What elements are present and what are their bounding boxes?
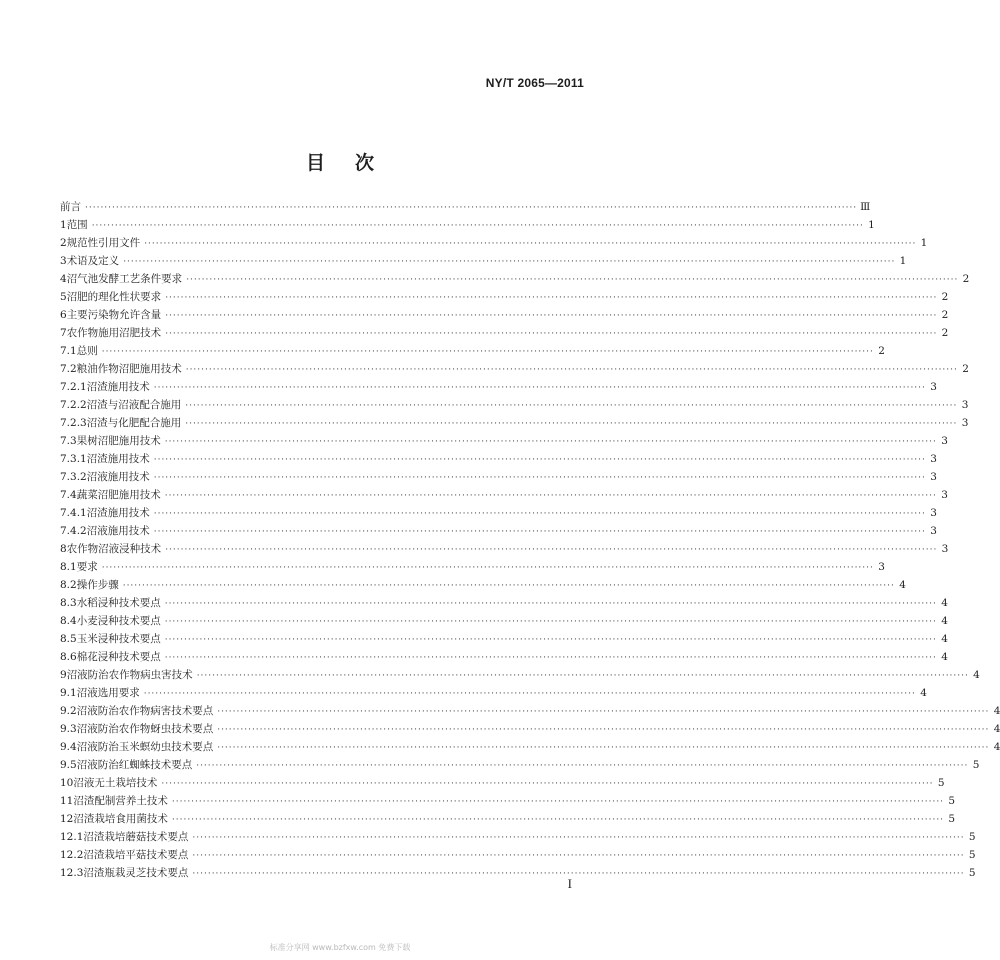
toc-entry-number: 7.4.1	[60, 507, 87, 519]
dot-leader: ········································································································································································································	[153, 527, 926, 537]
toc-entry-label: 玉米浸种技术要点	[76, 633, 161, 645]
standard-code: NY/T 2065—2011	[485, 76, 584, 90]
toc-entry[interactable]	[60, 288, 949, 306]
toc-entry-number: 8.6	[60, 651, 77, 663]
table-of-contents	[60, 198, 1000, 882]
toc-entry-page: 3	[941, 435, 948, 447]
toc-entry-number: 9.1	[60, 687, 77, 699]
toc-entry-number: 7.3.2	[60, 471, 87, 483]
toc-entry-number: 9.4	[60, 741, 77, 753]
toc-entry-number: 7.3	[60, 435, 77, 447]
toc-entry-page: 3	[878, 561, 885, 573]
toc-entry[interactable]	[60, 342, 885, 360]
toc-entry-page: 3	[930, 471, 937, 483]
toc-entry-label: 前言	[60, 201, 81, 213]
toc-entry-page: 2	[941, 327, 949, 339]
toc-entry-number: 12.1	[60, 831, 84, 843]
toc-entry-page: 4	[941, 615, 948, 627]
toc-entry-number: 1	[60, 219, 67, 231]
toc-entry-label: 沼渣施用技术	[86, 507, 150, 519]
dot-leader: ········································································································································································································	[192, 833, 965, 843]
toc-entry-number: 7.4	[60, 489, 77, 501]
toc-entry[interactable]	[60, 738, 1000, 756]
toc-entry-page: 5	[968, 867, 976, 879]
toc-entry-label: 沼渣栽培蘑菇技术要点	[83, 831, 189, 843]
dot-leader: ········································································································································································································	[164, 599, 937, 609]
dot-leader: ········································································································································································································	[171, 815, 945, 825]
dot-leader: ········································································································································································································	[122, 581, 895, 591]
toc-entry[interactable]	[60, 846, 976, 864]
dot-leader: ········································································································································································································	[165, 545, 938, 555]
dot-leader: ········································································································································································································	[101, 347, 874, 357]
toc-entry-number: 9.3	[60, 723, 77, 735]
dot-leader: ········································································································································································································	[153, 383, 926, 393]
toc-entry-page: 1	[920, 237, 928, 249]
toc-entry-page: 1	[868, 219, 875, 231]
dot-leader: ········································································································································································································	[196, 761, 969, 771]
toc-entry-number: 7.4.2	[60, 525, 87, 537]
toc-entry-number: 4	[60, 273, 67, 285]
toc-entry-label: 农作物施用沼肥技术	[66, 327, 162, 339]
toc-entry[interactable]	[60, 252, 907, 270]
toc-entry-number: 7.3.1	[60, 453, 87, 465]
toc-entry[interactable]	[60, 810, 956, 828]
toc-entry[interactable]	[60, 576, 906, 594]
dot-leader: ········································································································································································································	[144, 239, 917, 249]
toc-entry[interactable]	[60, 558, 885, 576]
toc-entry-page: 3	[930, 453, 937, 465]
toc-entry[interactable]	[60, 612, 948, 630]
dot-leader: ········································································································································································································	[164, 617, 937, 627]
toc-entry-number: 7.2.2	[60, 399, 87, 411]
toc-entry-page: 4	[899, 579, 906, 591]
toc-entry-label: 沼液无土栽培技术	[73, 777, 158, 789]
toc-entry-number: 7.1	[60, 345, 77, 357]
toc-entry-label: 蔬菜沼肥施用技术	[76, 489, 161, 501]
toc-entry-label: 沼渣施用技术	[86, 453, 150, 465]
toc-entry-label: 沼气池发酵工艺条件要求	[66, 273, 183, 285]
toc-entry[interactable]	[60, 198, 871, 216]
toc-entry-number: 10	[60, 777, 74, 789]
dot-leader: ········································································································································································································	[217, 743, 990, 753]
dot-leader: ········································································································································································································	[85, 203, 858, 213]
toc-entry-number: 7	[60, 327, 67, 339]
toc-entry-label: 沼渣与沼液配合施用	[86, 399, 182, 411]
toc-entry-label: 小麦浸种技术要点	[76, 615, 161, 627]
toc-entry-page: 5	[968, 849, 976, 861]
toc-entry-number: 8.1	[60, 561, 77, 573]
dot-leader: ········································································································································································································	[164, 437, 937, 447]
toc-entry[interactable]	[60, 648, 948, 666]
toc-entry[interactable]	[60, 396, 969, 414]
toc-entry-label: 沼渣配制营养土技术	[73, 795, 168, 807]
toc-entry[interactable]	[60, 504, 937, 522]
dot-leader: ········································································································································································································	[185, 401, 958, 411]
dot-leader: ········································································································································································································	[164, 635, 937, 645]
toc-entry[interactable]	[60, 324, 949, 342]
dot-leader: ········································································································································································································	[185, 365, 958, 375]
dot-leader: ········································································································································································································	[123, 257, 896, 267]
toc-entry-page: 3	[941, 543, 949, 555]
toc-entry-label: 沼液防治红蜘蛛技术要点	[76, 759, 193, 771]
dot-leader: ········································································································································································································	[196, 671, 969, 681]
toc-entry-label: 水稻浸种技术要点	[76, 597, 161, 609]
toc-entry-label: 范围	[66, 219, 88, 231]
toc-entry-label: 沼液防治农作物病害技术要点	[76, 705, 214, 717]
toc-entry[interactable]	[60, 792, 956, 810]
toc-entry-page: 3	[930, 507, 937, 519]
toc-entry-label: 沼渣栽培平菇技术要点	[83, 849, 189, 861]
toc-entry-page: 4	[941, 651, 948, 663]
toc-entry-number: 8.2	[60, 579, 77, 591]
toc-entry[interactable]	[60, 360, 969, 378]
dot-leader: ········································································································································································································	[91, 221, 864, 231]
toc-entry-page: 3	[930, 381, 937, 393]
toc-entry-page: 4	[941, 597, 948, 609]
toc-entry-page: 4	[973, 669, 980, 681]
toc-entry-label: 沼液防治农作物蚜虫技术要点	[76, 723, 214, 735]
toc-entry[interactable]	[60, 306, 949, 324]
toc-entry-page: 5	[948, 795, 956, 807]
toc-entry-page: 2	[962, 273, 970, 285]
toc-entry[interactable]	[60, 864, 976, 882]
toc-entry-label: 沼渣瓶栽灵芝技术要点	[83, 867, 189, 879]
toc-entry-label: 沼液防治玉米螟幼虫技术要点	[76, 741, 214, 753]
toc-entry-number: 9.2	[60, 705, 77, 717]
toc-entry[interactable]	[60, 828, 976, 846]
toc-entry-page: 2	[962, 363, 969, 375]
toc-entry-label: 沼肥的理化性状要求	[66, 291, 162, 303]
toc-entry-label: 农作物沼液浸种技术	[66, 543, 162, 555]
toc-entry-label: 果树沼肥施用技术	[76, 435, 161, 447]
toc-entry-page: 3	[930, 525, 937, 537]
toc-entry-page: 4	[920, 687, 927, 699]
toc-entry-label: 沼渣栽培食用菌技术	[73, 813, 168, 825]
dot-leader: ········································································································································································································	[161, 779, 934, 789]
toc-entry[interactable]	[60, 666, 980, 684]
toc-entry[interactable]	[60, 684, 927, 702]
toc-entry-number: 8.4	[60, 615, 77, 627]
page-title: 目次	[305, 152, 404, 174]
toc-entry-label: 主要污染物允许含量	[66, 309, 162, 321]
toc-entry-label: 粮油作物沼肥施用技术	[76, 363, 182, 375]
dot-leader: ········································································································································································································	[171, 797, 945, 807]
toc-entry-page: 5	[968, 831, 976, 843]
dot-leader: ········································································································································································································	[186, 275, 959, 285]
toc-entry-page: 4	[993, 723, 1000, 735]
dot-leader: ········································································································································································································	[217, 707, 990, 717]
toc-entry[interactable]	[60, 468, 937, 486]
toc-entry-page: 3	[941, 489, 948, 501]
toc-entry-page: 4	[941, 633, 948, 645]
toc-entry-page: 2	[941, 291, 949, 303]
toc-entry[interactable]	[60, 270, 970, 288]
page-number: I	[567, 876, 572, 891]
toc-entry-number: 12.2	[60, 849, 84, 861]
toc-entry-label: 总则	[76, 345, 98, 357]
dot-leader: ········································································································································································································	[164, 653, 937, 663]
toc-entry[interactable]	[60, 594, 948, 612]
toc-entry[interactable]	[60, 432, 948, 450]
dot-leader: ········································································································································································································	[143, 689, 916, 699]
toc-entry-number: 9.5	[60, 759, 77, 771]
toc-entry-page: Ⅲ	[860, 201, 871, 213]
toc-entry-page: 1	[899, 255, 907, 267]
dot-leader: ········································································································································································································	[101, 563, 874, 573]
toc-entry[interactable]	[60, 450, 937, 468]
dot-leader: ········································································································································································································	[192, 869, 965, 879]
toc-entry[interactable]	[60, 540, 949, 558]
toc-entry-number: 9	[60, 669, 67, 681]
toc-entry-label: 沼液选用要求	[76, 687, 140, 699]
toc-entry-label: 棉花浸种技术要点	[76, 651, 161, 663]
toc-entry-page: 3	[961, 399, 969, 411]
toc-entry[interactable]	[60, 774, 945, 792]
dot-leader: ········································································································································································································	[165, 311, 938, 321]
toc-entry-number: 11	[60, 795, 74, 807]
toc-entry-number: 8.3	[60, 597, 77, 609]
toc-entry-page: 3	[961, 417, 969, 429]
toc-entry[interactable]	[60, 216, 875, 234]
toc-entry-page: 5	[937, 777, 945, 789]
toc-entry-page: 4	[993, 741, 1000, 753]
dot-leader: ········································································································································································································	[165, 293, 938, 303]
toc-entry-number: 12.3	[60, 867, 84, 879]
toc-entry[interactable]	[60, 522, 937, 540]
toc-entry-label: 术语及定义	[66, 255, 120, 267]
toc-entry-number: 5	[60, 291, 67, 303]
toc-entry-page: 4	[993, 705, 1000, 717]
toc-entry-number: 8	[60, 543, 67, 555]
toc-entry-label: 操作步骤	[76, 579, 119, 591]
toc-entry[interactable]	[60, 756, 980, 774]
toc-entry-page: 2	[941, 309, 949, 321]
dot-leader: ········································································································································································································	[153, 455, 926, 465]
toc-entry-label: 沼渣施用技术	[86, 381, 150, 393]
dot-leader: ········································································································································································································	[153, 473, 926, 483]
toc-entry-label: 沼渣与化肥配合施用	[86, 417, 182, 429]
toc-entry-label: 沼液施用技术	[86, 471, 150, 483]
toc-entry[interactable]	[60, 234, 928, 252]
toc-entry[interactable]	[60, 702, 1000, 720]
dot-leader: ········································································································································································································	[165, 329, 938, 339]
toc-entry-page: 5	[972, 759, 980, 771]
dot-leader: ········································································································································································································	[164, 491, 937, 501]
dot-leader: ········································································································································································································	[217, 725, 990, 735]
toc-entry-label: 沼液防治农作物病虫害技术	[66, 669, 193, 681]
toc-entry-label: 规范性引用文件	[66, 237, 141, 249]
dot-leader: ········································································································································································································	[153, 509, 926, 519]
toc-entry-number: 6	[60, 309, 67, 321]
dot-leader: ········································································································································································································	[185, 419, 958, 429]
dot-leader: ········································································································································································································	[192, 851, 965, 861]
toc-entry-number: 3	[60, 255, 67, 267]
toc-entry[interactable]	[60, 486, 948, 504]
toc-entry-number: 2	[60, 237, 67, 249]
toc-entry-label: 沼液施用技术	[86, 525, 150, 537]
toc-entry[interactable]	[60, 378, 937, 396]
toc-entry-number: 7.2.1	[60, 381, 87, 393]
toc-entry[interactable]	[60, 630, 948, 648]
toc-entry-number: 8.5	[60, 633, 77, 645]
toc-entry-label: 要求	[76, 561, 98, 573]
toc-entry[interactable]	[60, 414, 969, 432]
toc-entry[interactable]	[60, 720, 1000, 738]
toc-entry-page: 5	[948, 813, 956, 825]
toc-entry-number: 12	[60, 813, 74, 825]
toc-entry-page: 2	[878, 345, 885, 357]
footer-watermark: 标准分享网 www.bzfxw.com 免费下载	[269, 943, 411, 952]
toc-entry-number: 7.2	[60, 363, 77, 375]
toc-entry-number: 7.2.3	[60, 417, 87, 429]
